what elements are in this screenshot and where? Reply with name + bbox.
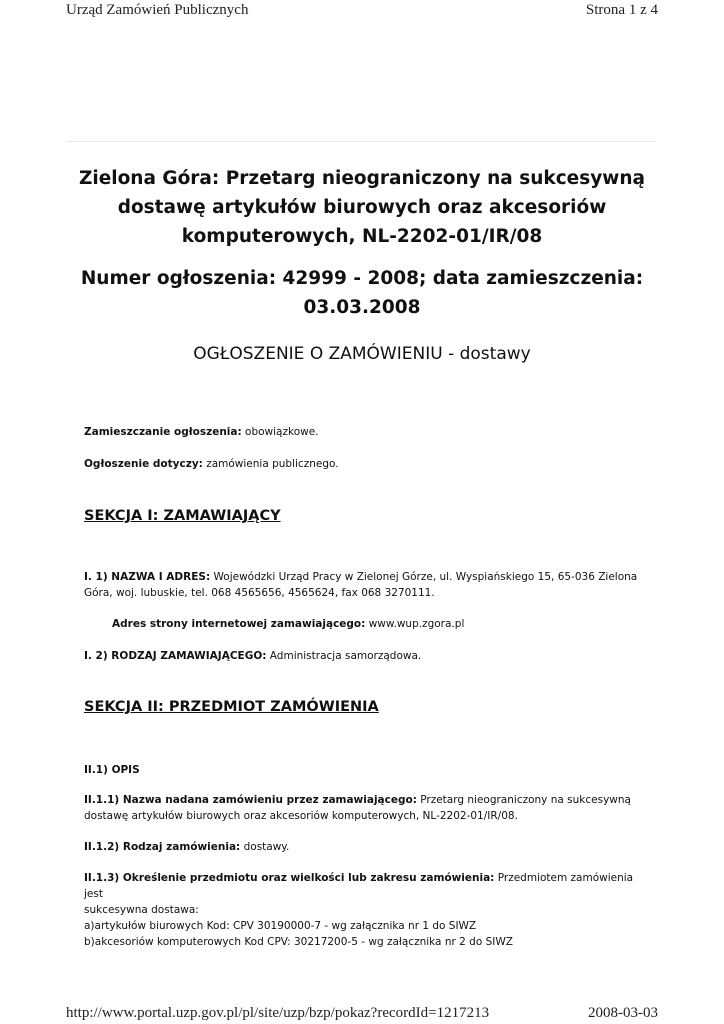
notice-line: Numer ogłoszenia: 42999 - 2008; data zamieszczenia: [80, 268, 644, 289]
field-label: II.1.1) Nazwa nadana zamówieniu przez zamawiającego: [84, 794, 417, 806]
notice-type: OGŁOSZENIE O ZAMÓWIENIU - dostawy [193, 344, 531, 364]
source-url[interactable]: http://www.portal.uzp.gov.pl/pl/site/uzp/bzp/pokaz?recordId=1217213 [66, 1005, 490, 1021]
description-heading [84, 762, 654, 778]
print-date: 2008-03-03 [588, 1005, 658, 1021]
field-value: dostawy. [243, 841, 290, 853]
field-value: Wojewódzki Urząd Pracy w Zielonej Górze, ul. Wyspiańskiego 15, 65-036 Zielona [213, 571, 638, 583]
contract-scope-field [84, 870, 654, 950]
subsection-heading: II.1) OPIS [84, 764, 140, 776]
field-value: Przedmiotem zamówienia jest [84, 872, 634, 900]
field-label: II.1.3) Określenie przedmiotu oraz wielkości lub zakresu zamówienia: [84, 872, 495, 884]
contract-kind-field [84, 839, 654, 855]
field-value: Przetarg nieograniczony na sukcesywną [420, 794, 631, 806]
document-title [66, 164, 658, 251]
field-value: sukcesywna dostawa: [84, 904, 199, 916]
field-value: obowiązkowe. [245, 426, 319, 438]
placement-field [84, 424, 654, 440]
field-label: I. 2) RODZAJ ZAMAWIAJĄCEGO: [84, 650, 267, 662]
authority-type-field [84, 648, 654, 664]
scope-item: b)akcesoriów komputerowych Kod CPV: 30217200-5 - wg załącznika nr 2 do SIWZ [84, 936, 513, 948]
section-1-heading: SEKCJA I: ZAMAWIAJĄCY [84, 508, 281, 524]
notice-line: 03.03.2008 [303, 297, 421, 318]
field-label: I. 1) NAZWA I ADRES: [84, 571, 211, 583]
field-value: Góra, woj. lubuskie, tel. 068 4565656, 4565624, fax 068 3270111. [84, 587, 435, 599]
concerns-field [84, 456, 654, 472]
field-label: II.1.2) Rodzaj zamówienia: [84, 841, 241, 853]
website-link[interactable]: www.wup.zgora.pl [368, 618, 465, 630]
notice-number [66, 264, 658, 322]
title-line: dostawę artykułów biurowych oraz akcesoriów [117, 197, 607, 218]
field-value: Administracja samorządowa. [269, 650, 422, 662]
page-counter: Strona 1 z 4 [585, 2, 658, 18]
field-label: Ogłoszenie dotyczy: [84, 458, 203, 470]
contract-name-field [84, 792, 654, 824]
field-value: dostawę artykułów biurowych oraz akcesoriów komputerowych, NL-2202-01/IR/08. [84, 810, 518, 822]
field-value: zamówienia publicznego. [206, 458, 339, 470]
header-divider [66, 141, 656, 142]
running-header-left: Urząd Zamówień Publicznych [66, 2, 249, 18]
title-line: Zielona Góra: Przetarg nieograniczony na sukcesywną [78, 168, 646, 189]
contracting-authority-address [84, 569, 654, 601]
scope-item: a)artykułów biurowych Kod: CPV 30190000-7 - wg załącznika nr 1 do SIWZ [84, 920, 477, 932]
section-2-heading: SEKCJA II: PRZEDMIOT ZAMÓWIENIA [84, 699, 379, 715]
website-field [112, 616, 682, 632]
field-label: Zamieszczanie ogłoszenia: [84, 426, 242, 438]
field-label: Adres strony internetowej zamawiającego: [112, 618, 366, 630]
title-line: komputerowych, NL-2202-01/IR/08 [181, 226, 543, 247]
